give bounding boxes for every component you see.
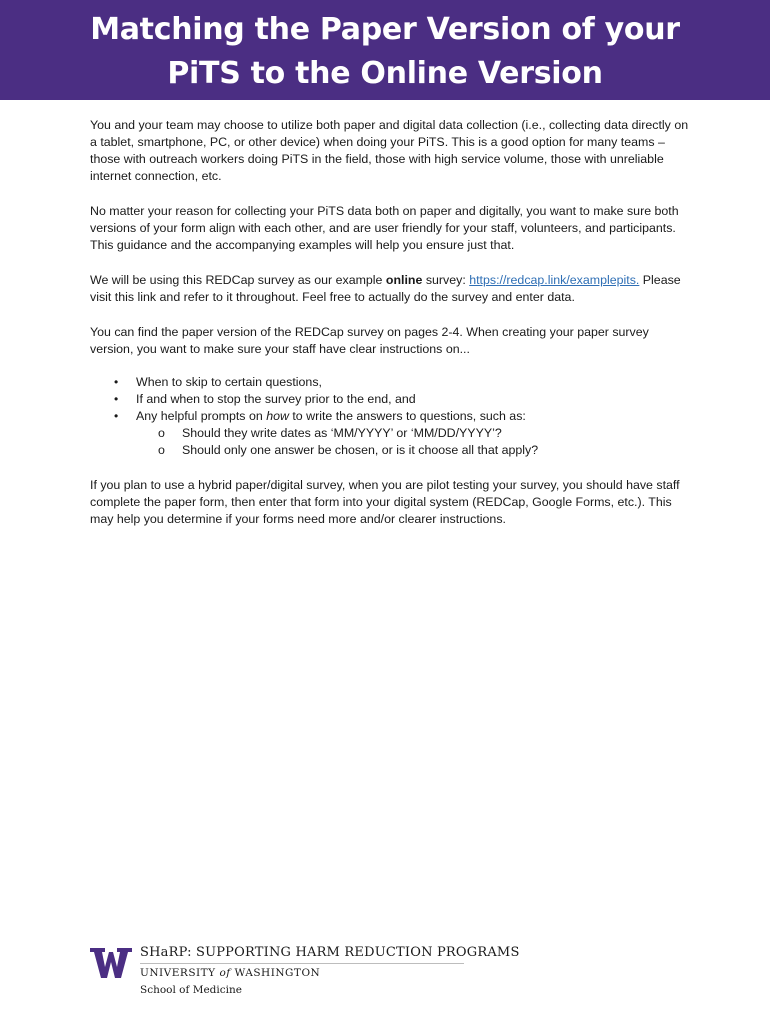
sub-list-item bbox=[136, 425, 690, 442]
list-item-text: When to skip to certain questions, bbox=[136, 375, 322, 389]
list-item-text: If and when to stop the survey prior to the end, and bbox=[136, 392, 416, 406]
list-item-text-suffix: to write the answers to questions, such as: bbox=[288, 409, 526, 423]
paragraph-reason: No matter your reason for collecting your PiTS data both on paper and digitally, you want to make sure both versions of your form align with each other, and are user friendly for your staff, volunteers, and participants. This guidance and the accompanying examples will help you ensure just that. bbox=[90, 204, 679, 252]
sub-list-item bbox=[136, 442, 690, 459]
university-of: of bbox=[219, 967, 231, 979]
paragraph-paper-version: You can find the paper version of the REDCap survey on pages 2-4. When creating your paper survey version, you want to make sure your staff have clear instructions on... bbox=[90, 325, 649, 356]
bullet-marker: • bbox=[114, 409, 119, 423]
paragraph-example-mid: survey: bbox=[422, 273, 470, 287]
list-item bbox=[90, 408, 690, 459]
university-prefix: UNIVERSITY bbox=[140, 967, 220, 979]
example-survey-link[interactable]: https://redcap.link/examplepits. bbox=[469, 273, 640, 287]
online-emphasis: online bbox=[385, 273, 423, 287]
university-name bbox=[140, 967, 320, 979]
bullet-marker: • bbox=[114, 392, 119, 406]
uw-w-logo-icon bbox=[90, 948, 132, 978]
bullet-marker: • bbox=[114, 375, 119, 389]
paragraph-example-prefix: We will be using this REDCap survey as our example bbox=[90, 273, 386, 287]
paragraph-example-survey bbox=[90, 272, 690, 306]
list-item bbox=[90, 391, 690, 408]
sub-list-item-text: Should they write dates as ‘MM/YYYY’ or ‘MM/DD/YYYY’? bbox=[182, 426, 502, 440]
footer-branding bbox=[90, 944, 520, 996]
title-banner bbox=[0, 0, 770, 100]
paragraph-example-suffix: Please visit this link and refer to it throughout. Feel free to actually do the survey and enter data. bbox=[90, 273, 681, 304]
paragraph-intro: You and your team may choose to utilize both paper and digital data collection (i.e., collecting data directly on a tablet, smartphone, PC, or other device) when doing your PiTS. This is a good option for many teams – those with outreach workers doing PiTS in the field, those with high service volume, those with unreliable internet connection, etc. bbox=[90, 118, 689, 183]
paragraph-hybrid: If you plan to use a hybrid paper/digital survey, when you are pilot testing your survey, you should have staff complete the paper form, then enter that form into your digital system (REDCap, Google Forms, etc.). This may help you determine if your forms need more and/or clearer instructions. bbox=[90, 478, 680, 526]
sub-bullet-marker: o bbox=[158, 426, 165, 440]
page-title-line-1: Matching the Paper Version of your bbox=[90, 12, 680, 47]
program-name: SHaRP: SUPPORTING HARM REDUCTION PROGRAMS bbox=[140, 945, 520, 960]
footer-divider bbox=[140, 963, 464, 964]
school-name: School of Medicine bbox=[140, 984, 242, 996]
sub-list bbox=[136, 425, 690, 459]
instruction-list bbox=[90, 374, 690, 459]
sub-bullet-marker: o bbox=[158, 443, 165, 457]
list-item bbox=[90, 374, 690, 391]
page-title-line-2: PiTS to the Online Version bbox=[167, 56, 603, 91]
university-suffix: WASHINGTON bbox=[230, 967, 321, 979]
list-item-text-prefix: Any helpful prompts on bbox=[136, 409, 267, 423]
how-emphasis: how bbox=[266, 409, 289, 423]
document-body bbox=[90, 117, 690, 546]
sub-list-item-text: Should only one answer be chosen, or is it choose all that apply? bbox=[182, 443, 539, 457]
